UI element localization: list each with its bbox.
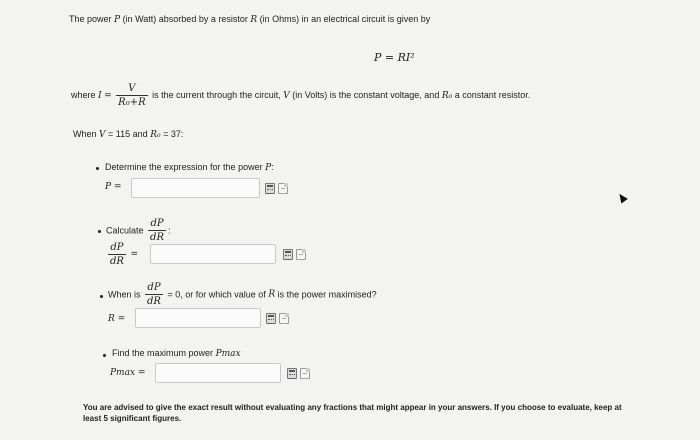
where-text1: is the current through the circuit, [152, 89, 281, 100]
fraction-numerator: V [116, 83, 147, 96]
derivative-answer-input[interactable] [150, 244, 276, 264]
intro-text [69, 14, 430, 25]
bullet [98, 230, 101, 233]
q2-label-fraction [108, 242, 126, 267]
max-power-answer-input[interactable] [155, 363, 281, 383]
mouse-cursor-icon [616, 192, 628, 204]
where-text3: a constant resistor. [454, 89, 531, 100]
q2-derivative [148, 218, 166, 243]
given-eq1: = 115 and [108, 129, 148, 139]
q3-label: R = [108, 314, 126, 324]
q3-num: dP [145, 282, 163, 295]
var-P: P [114, 15, 121, 25]
advice-note [83, 402, 693, 424]
q3-prompt [108, 282, 377, 307]
q3-den: dR [147, 296, 161, 307]
q1-label: P = [105, 182, 122, 192]
intro-part3: (in Ohms) in an electrical circuit is given by [259, 14, 431, 24]
q2-label [106, 242, 138, 267]
q2-label-num: dP [108, 242, 126, 255]
q2-label-den: dR [110, 256, 124, 267]
var-V: V [283, 90, 290, 101]
bullet [96, 167, 99, 170]
q1-prompt [105, 162, 274, 173]
q4-Pmax: Pmax [215, 349, 241, 359]
q2-colon: : [167, 225, 171, 236]
q3-R: R [268, 289, 276, 300]
q3-text2: = 0, or for which value of [167, 289, 266, 300]
where-line [71, 83, 530, 108]
given-V: V [99, 130, 106, 140]
q1-P: P [265, 163, 272, 173]
q2-text: Calculate [106, 225, 144, 236]
q2-num: dP [148, 218, 166, 231]
q1-colon: : [271, 162, 274, 172]
q2-label-eq: = [130, 249, 138, 260]
equation-editor-icon[interactable] [283, 249, 293, 260]
help-document-icon[interactable] [300, 368, 310, 379]
intro-part2: (in Watt) absorbed by a resistor [122, 14, 248, 24]
where-prefix: where [71, 89, 96, 100]
equation-editor-icon[interactable] [287, 368, 297, 379]
given-values [73, 129, 183, 140]
help-document-icon[interactable] [279, 313, 289, 324]
q2-den: dR [150, 232, 164, 243]
current-fraction [116, 83, 147, 108]
note-line1: You are advised to give the exact result without evaluating any fractions that might appear in your answers. If you choose to evaluate, keep at [83, 403, 622, 412]
given-when: When [73, 129, 97, 139]
help-document-icon[interactable] [296, 249, 306, 260]
bullet [103, 354, 106, 357]
resistance-answer-input[interactable] [135, 308, 261, 328]
q3-derivative [145, 282, 163, 307]
main-equation: P = RI² [374, 51, 415, 64]
q4-label: Pmax = [110, 368, 146, 378]
where-text2: (in Volts) is the constant voltage, and [292, 89, 440, 100]
q1-text: Determine the expression for the power [105, 162, 263, 172]
power-answer-input[interactable] [131, 178, 260, 198]
intro-part1: The power [69, 14, 112, 24]
q2-prompt [106, 218, 171, 243]
equation-editor-icon[interactable] [266, 313, 276, 324]
bullet [100, 295, 103, 298]
var-I: I [98, 90, 102, 101]
help-document-icon[interactable] [278, 183, 288, 194]
q3-text3: is the power maximised? [277, 289, 377, 300]
fraction-denominator: R₀+R [118, 97, 146, 108]
given-eq2: = 37: [163, 129, 184, 139]
note-line2: least 5 significant figures. [83, 414, 182, 423]
var-R0: R₀ [441, 90, 453, 101]
equation-editor-icon[interactable] [265, 183, 275, 194]
q4-text: Find the maximum power [112, 348, 214, 358]
equals-sign: = [104, 90, 112, 101]
var-R: R [250, 15, 258, 25]
q3-text1: When is [108, 289, 141, 300]
given-R0: R₀ [150, 130, 161, 140]
q4-prompt [112, 348, 241, 359]
